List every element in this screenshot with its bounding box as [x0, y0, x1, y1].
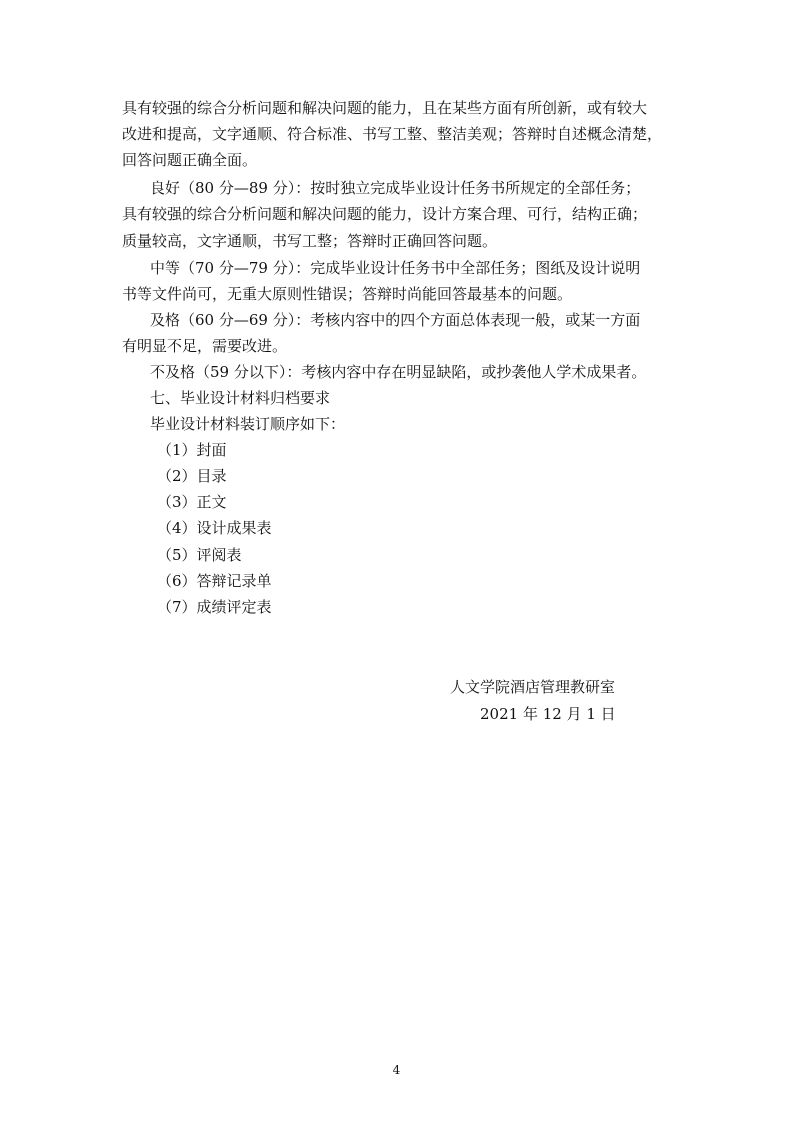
list-item: （2）目录 — [157, 467, 227, 485]
grade-pass-line: 及格（60 分—69 分）：考核内容中的四个方面总体表现一般，或某一方面 — [150, 311, 641, 329]
binding-order-intro: 毕业设计材料装订顺序如下： — [150, 415, 346, 433]
section-heading: 七、毕业设计材料归档要求 — [150, 389, 331, 407]
grade-good-line: 具有较强的综合分析问题和解决问题的能力，设计方案合理、可行，结构正确； — [122, 205, 648, 223]
paragraph-line: 改进和提高，文字通顺、符合标准、书写工整、整洁美观；答辩时自述概念清楚， — [122, 125, 663, 143]
grade-medium-line: 书等文件尚可，无重大原则性错误；答辩时尚能回答最基本的问题。 — [122, 285, 573, 303]
signature-date: 2021 年 12 月 1 日 — [480, 705, 616, 723]
list-item: （5）评阅表 — [157, 546, 242, 564]
list-item: （1）封面 — [157, 441, 227, 459]
grade-good-line: 质量较高，文字通顺，书写工整；答辩时正确回答问题。 — [122, 232, 498, 250]
grade-medium-line: 中等（70 分—79 分）：完成毕业设计任务书中全部任务；图纸及设计说明 — [150, 259, 641, 277]
grade-good-line: 良好（80 分—89 分）：按时独立完成毕业设计任务书所规定的全部任务； — [150, 179, 641, 197]
list-item: （4）设计成果表 — [157, 519, 272, 537]
grade-fail-line: 不及格（59 分以下）：考核内容中存在明显缺陷，或抄袭他人学术成果者。 — [150, 363, 647, 381]
list-item: （3）正文 — [157, 493, 227, 511]
signature-organization: 人文学院酒店管理教研室 — [450, 678, 616, 696]
paragraph-line: 具有较强的综合分析问题和解决问题的能力，且在某些方面有所创新，或有较大 — [122, 99, 648, 117]
list-item: （7）成绩评定表 — [157, 598, 272, 616]
list-item: （6）答辩记录单 — [157, 572, 272, 590]
page-number: 4 — [392, 1063, 401, 1077]
paragraph-line: 回答问题正确全面。 — [122, 151, 258, 169]
grade-pass-line: 有明显不足，需要改进。 — [122, 337, 288, 355]
